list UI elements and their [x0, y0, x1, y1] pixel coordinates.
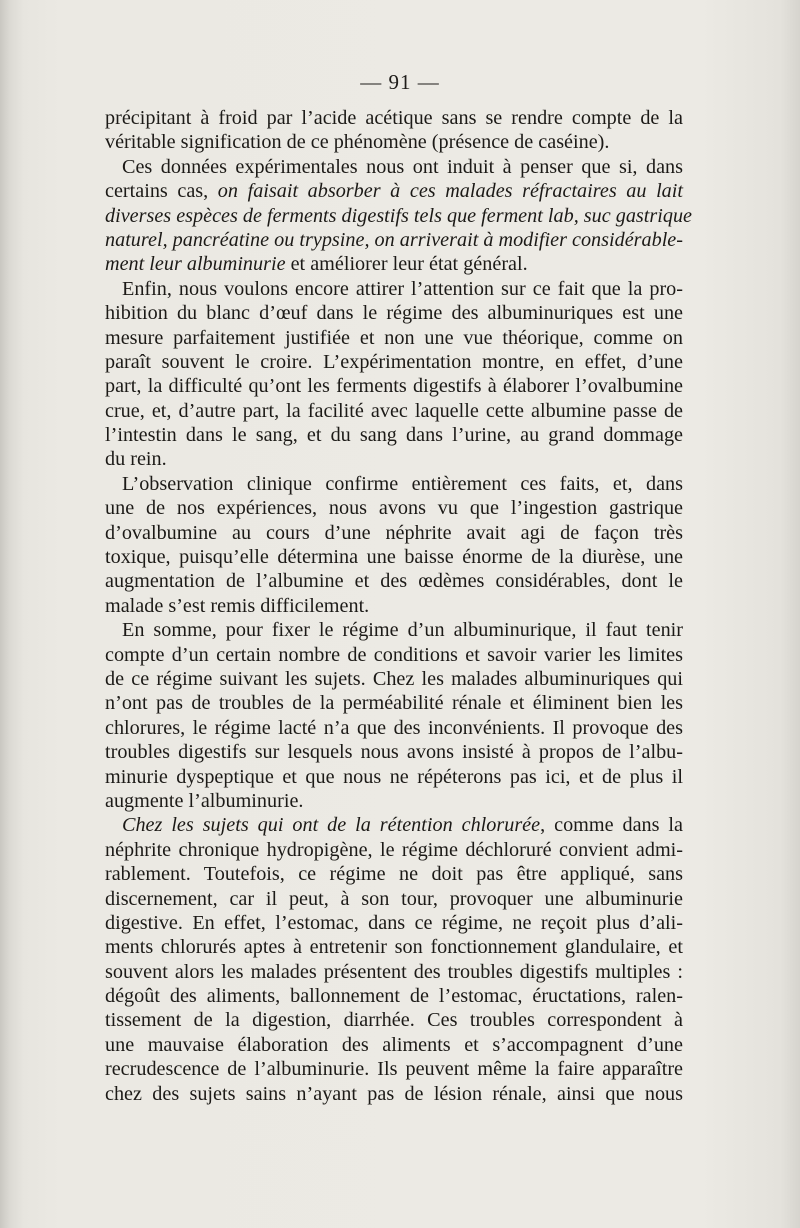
text-run: rablement. Toutefois, ce régime ne doit pas être appliqué, sans [105, 863, 683, 886]
text-line [105, 1008, 683, 1032]
text-line [105, 862, 683, 886]
text-line [105, 472, 683, 496]
text-run: paraît souvent le croire. L’expérimentation montre, en effet, d’une [105, 350, 683, 373]
text-run: une mauvaise élaboration des aliments et s’accompagnent d’une [105, 1033, 683, 1056]
italic-text: diverses espèces de ferments digestifs tels que ferment lab, suc gastrique [105, 204, 693, 227]
text-run: du rein. [105, 448, 167, 471]
text-line [105, 667, 683, 691]
text-run: troubles digestifs sur lesquels nous avons insisté à propos de l’albu- [105, 741, 683, 764]
text-line [105, 130, 683, 154]
text-line [105, 106, 683, 130]
text-run: compte d’un certain nombre de conditions et savoir varier les limites [105, 643, 683, 666]
text-line [105, 399, 683, 423]
text-run: dégoût des aliments, ballonnement de l’estomac, éructations, ralen- [105, 985, 683, 1008]
text-line [105, 1057, 683, 1081]
body-text [105, 106, 693, 1106]
text-run: souvent alors les malades présentent des troubles digestifs multiples : [105, 960, 683, 983]
text-line [105, 1082, 683, 1106]
text-line [105, 887, 683, 911]
text-run: chez des sujets sains n’ayant pas de lésion rénale, ainsi que nous [105, 1082, 683, 1105]
text-line [105, 252, 683, 276]
text-line [105, 179, 683, 203]
italic-text: on faisait absorber à ces malades réfractaires au lait [217, 180, 683, 203]
text-line [105, 374, 683, 398]
text-line [105, 496, 683, 520]
paragraph [105, 106, 683, 155]
text-line [105, 813, 683, 837]
text-line [105, 423, 683, 447]
text-line [105, 838, 683, 862]
text-line [105, 569, 683, 593]
paragraph [105, 472, 683, 618]
text-line [105, 618, 683, 642]
page-number: — 91 — [360, 70, 440, 94]
text-line [105, 545, 683, 569]
text-run: certains cas, [105, 180, 218, 203]
text-run: toxique, puisqu’elle détermina une baisse énorme de la diurèse, une [105, 546, 683, 569]
text-run: d’ovalbumine au cours d’une néphrite avait agi de façon très [105, 521, 683, 544]
text-line [105, 155, 683, 179]
text-line [105, 204, 693, 228]
text-run: Ces données expérimentales nous ont induit à penser que si, dans [122, 155, 683, 178]
italic-text: Chez les sujets qui ont de la rétention chlorurée [122, 814, 541, 837]
text-run: recrudescence de l’albuminurie. Ils peuvent même la faire apparaître [105, 1058, 683, 1081]
text-line [105, 521, 683, 545]
text-run: ments chlorurés aptes à entretenir son fonctionnement glandulaire, et [105, 936, 683, 959]
text-run: véritable signification de ce phénomène (présence de caséine). [105, 131, 610, 154]
text-line [105, 594, 683, 618]
paragraph [105, 155, 693, 277]
text-line [105, 350, 683, 374]
text-run: une de nos expériences, nous avons vu que l’ingestion gastrique [105, 497, 683, 520]
text-line [105, 984, 683, 1008]
text-line [105, 691, 683, 715]
text-line [105, 911, 683, 935]
text-run: L’observation clinique confirme entièrement ces faits, et, dans [122, 472, 683, 495]
paragraph [105, 277, 683, 472]
text-line [105, 716, 683, 740]
text-run: mesure parfaitement justifiée et non une vue théorique, comme on [105, 326, 683, 349]
text-run: augmentation de l’albumine et des œdèmes considérables, dont le [105, 570, 683, 593]
text-run: hibition du blanc d’œuf dans le régime des albuminuriques est une [105, 302, 683, 325]
text-line [105, 643, 683, 667]
text-line [105, 960, 683, 984]
paragraph [105, 618, 683, 813]
text-run: chlorures, le régime lacté n’a que des inconvénients. Il provoque des [105, 716, 683, 739]
text-run: précipitant à froid par l’acide acétique sans se rendre compte de la [105, 107, 683, 129]
text-run: néphrite chronique hydropigène, le régime déchloruré convient admi- [105, 838, 683, 861]
text-line [105, 740, 683, 764]
text-run: En somme, pour fixer le régime d’un albuminurique, il faut tenir [122, 619, 683, 642]
text-run: de ce régime suivant les sujets. Chez les malades albuminuriques qui [105, 667, 683, 690]
text-run: n’ont pas de troubles de la perméabilité rénale et éliminent bien les [105, 692, 683, 715]
text-run: augmente l’albuminurie. [105, 789, 304, 812]
text-line [105, 447, 683, 471]
text-line [105, 765, 683, 789]
text-line [105, 277, 683, 301]
text-run: l’intestin dans le sang, et du sang dans l’urine, au grand dommage [105, 424, 683, 447]
italic-text: naturel, pancréatine ou trypsine, on arriverait à modifier considérable- [105, 228, 683, 251]
text-run: et améliorer leur état général. [285, 253, 528, 276]
text-run: malade s’est remis difficilement. [105, 594, 370, 617]
text-line [105, 1033, 683, 1057]
text-run: digestive. En effet, l’estomac, dans ce régime, ne reçoit plus d’ali- [105, 911, 683, 934]
text-run: crue, et, d’autre part, la facilité avec laquelle cette albumine passe de [105, 399, 683, 422]
text-run: minurie dyspeptique et que nous ne répéterons pas ici, et de plus il [105, 765, 683, 788]
text-line [105, 326, 683, 350]
text-run: Enfin, nous voulons encore attirer l’attention sur ce fait que la pro- [122, 277, 683, 300]
text-run: , comme dans la [540, 814, 683, 837]
text-line [105, 935, 683, 959]
text-line [105, 301, 683, 325]
text-run: tissement de la digestion, diarrhée. Ces troubles correspondent à [105, 1009, 683, 1032]
text-run: discernement, car il peut, à son tour, provoquer une albuminurie [105, 887, 683, 910]
text-line [105, 228, 683, 252]
text-run: part, la difficulté qu’ont les ferments digestifs à élaborer l’ovalbumine [105, 375, 683, 398]
italic-text: ment leur albuminurie [105, 253, 286, 276]
text-line [105, 789, 683, 813]
paragraph [105, 813, 683, 1106]
